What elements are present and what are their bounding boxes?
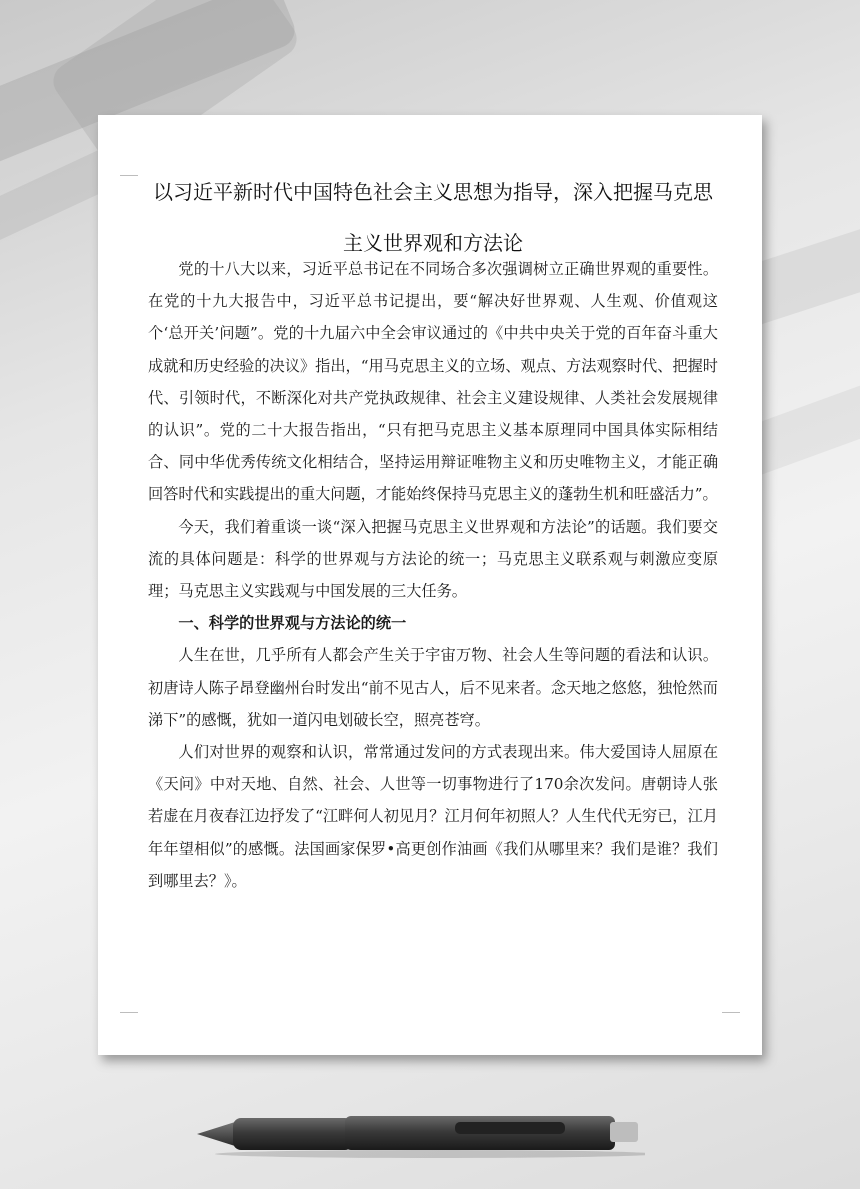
paragraph: 党的十八大以来，习近平总书记在不同场合多次强调树立正确世界观的重要性。在党的十九大报告中，习近平总书记提出，要“解决好世界观、人生观、价值观这个‘总开关’问题”。党的十九届六中全会审议通过的《中共中央关于党的百年奋斗重大成就和历史经验的决议》指出，“用马克思主义的立场、观点、方法观察时代、把握时代、引领时代，不断深化对共产党执政规律、社会主义建设规律、人类社会发展规律的认识”。党的二十大报告指出，“只有把马克思主义基本原理同中国具体实际相结合、同中华优秀传统文化相结合，坚持运用辩证唯物主义和历史唯物主义，才能正确回答时代和实践提出的重大问题，才能始终保持马克思主义的蓬勃生机和旺盛活力”。: [148, 260, 718, 504]
document-page: [98, 115, 762, 1055]
margin-mark: [120, 1012, 138, 1031]
margin-mark: [722, 1012, 740, 1031]
pen-image: [195, 1108, 645, 1160]
section-heading: 一、科学的世界观与方法论的统一: [178, 614, 407, 633]
margin-mark: [120, 175, 138, 194]
paragraph: 人们对世界的观察和认识，常常通过发问的方式表现出来。伟大爱国诗人屈原在《天问》中对天地、自然、社会、人世等一切事物进行了170余次发问。唐朝诗人张若虚在月夜春江边抒发了“江畔何人初见月？江月何年初照人？人生代代无穷已，江月年年望相似”的感慨。法国画家保罗•高更创作油画《我们从哪里来？我们是谁？我们到哪里去？》。: [148, 743, 718, 890]
paragraph: 人生在世，几乎所有人都会产生关于宇宙万物、社会人生等问题的看法和认识。初唐诗人陈子昂登幽州台时发出“前不见古人，后不见来者。念天地之悠悠，独怆然而涕下”的感慨，犹如一道闪电划破长空，照亮苍穹。: [148, 646, 718, 729]
paragraph: 今天，我们着重谈一谈“深入把握马克思主义世界观和方法论”的话题。我们要交流的具体问题是：科学的世界观与方法论的统一；马克思主义联系观与刺激应变原理；马克思主义实践观与中国发展的三大任务。: [148, 517, 718, 601]
document-title: 以习近平新时代中国特色社会主义思想为指导，深入把握马克思主义世界观和方法论: [153, 180, 713, 255]
document-body: [148, 253, 718, 897]
